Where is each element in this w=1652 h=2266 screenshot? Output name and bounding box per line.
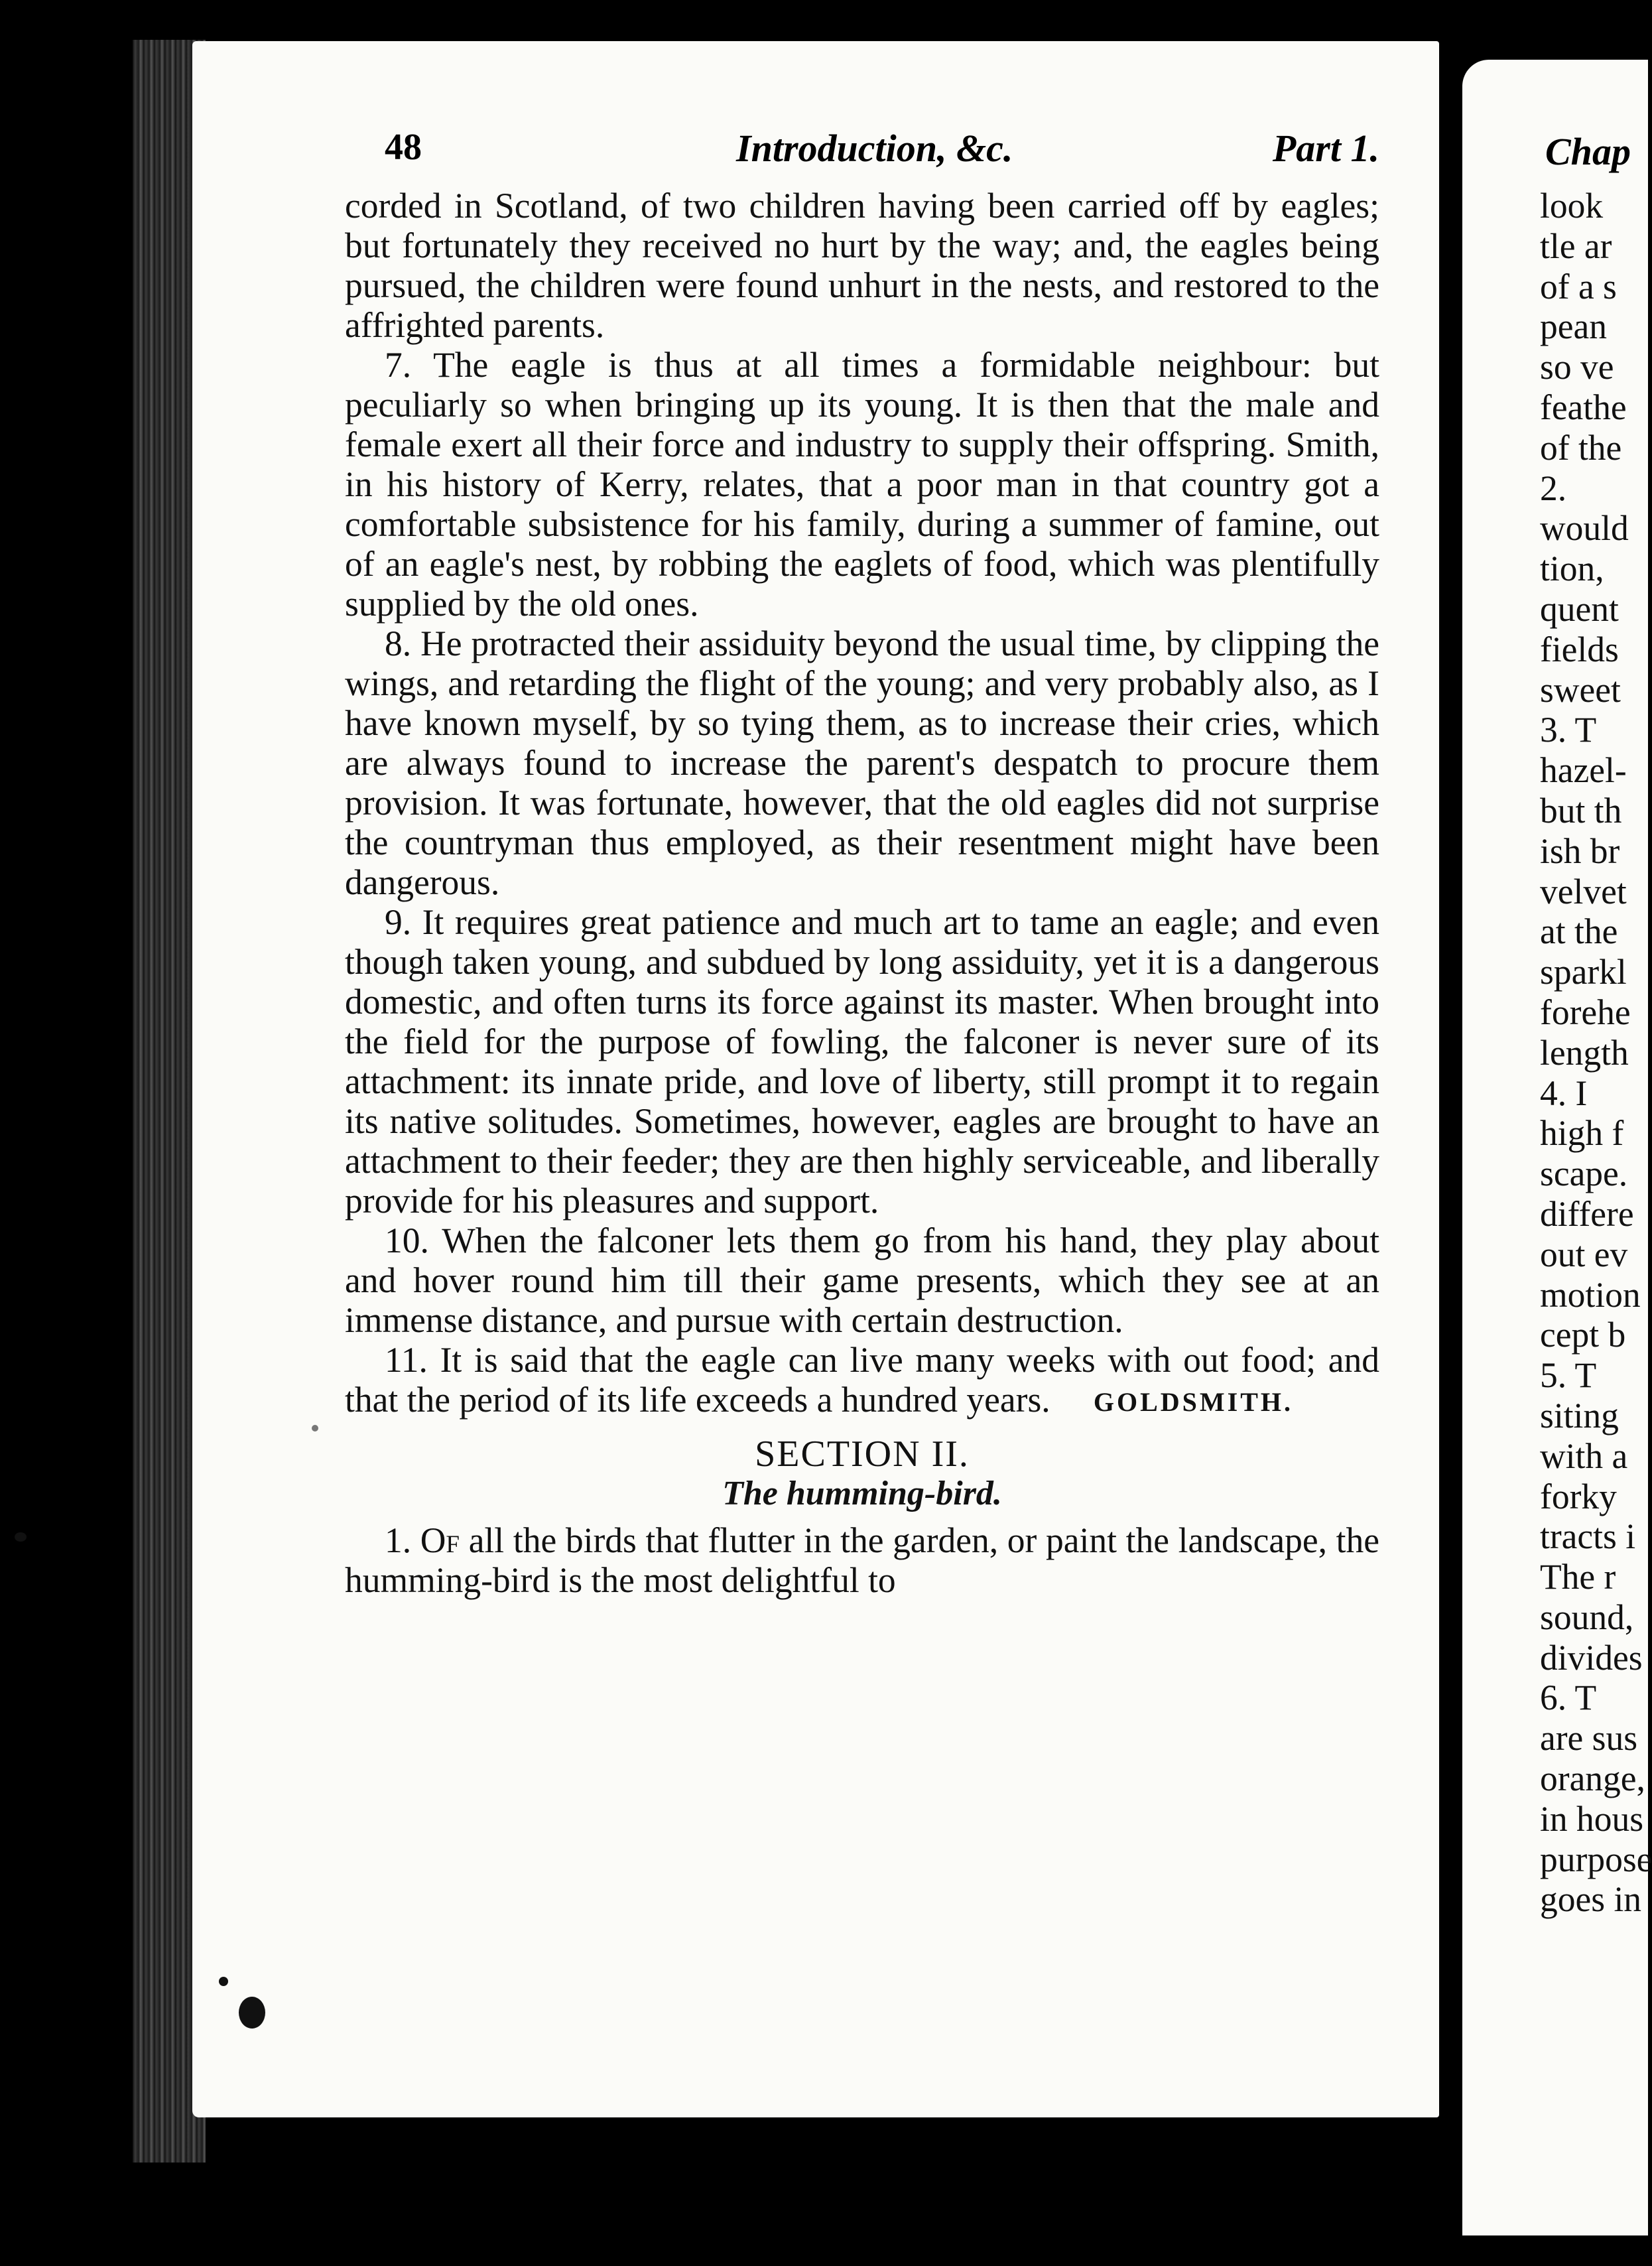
- right-page-line: orange,: [1540, 1759, 1645, 1799]
- paragraph-10: 10. When the falconer lets them go from his hand, they play about and hover round him till their game presents, which they see at an immense distance, and pursue with certain destruction.: [345, 1221, 1379, 1340]
- author-signature: GOLDSMITH.: [1093, 1387, 1293, 1417]
- ink-speck: [312, 1425, 318, 1432]
- right-page-line: divides: [1540, 1637, 1643, 1678]
- section-title: The humming-bird.: [722, 1475, 1002, 1512]
- right-page-line: 2.: [1540, 468, 1567, 508]
- right-page-line: purpose: [1540, 1839, 1652, 1879]
- paragraph-continued: corded in Scotland, of two children having been carried off by eagles; but fortunately they received no hurt by the way; and, the eagles being pursued, the children were found unhurt in the nests, and restored to the affrighted parents.: [345, 186, 1379, 345]
- right-page-line: sweet: [1540, 669, 1621, 710]
- right-page-text: [1540, 186, 1652, 1920]
- right-page-line: sound,: [1540, 1597, 1634, 1637]
- right-page-line: forehe: [1540, 992, 1631, 1032]
- right-page-line: sparkl: [1540, 952, 1627, 992]
- right-page-line: ish br: [1540, 831, 1620, 871]
- right-page-line: but th: [1540, 790, 1622, 831]
- right-page-line: with a: [1540, 1435, 1628, 1476]
- ink-speck: [219, 1977, 228, 1986]
- right-page-line: look: [1540, 186, 1604, 226]
- right-page-line: of the: [1540, 427, 1622, 468]
- right-page-line: are sus: [1540, 1718, 1638, 1759]
- right-page-line: feathe: [1540, 387, 1627, 427]
- right-page-line: tracts i: [1540, 1516, 1636, 1557]
- right-page-line: siting: [1540, 1395, 1619, 1435]
- paragraph-1-lead: 1. Of: [385, 1520, 460, 1560]
- right-page-line: tion,: [1540, 549, 1604, 589]
- right-page-line: velvet: [1540, 871, 1627, 911]
- paragraph-9: 9. It requires great patience and much art to tame an eagle; and even though taken young, and subdued by long assiduity, yet it is a dangerous domestic, and often turns its force against its master. When brought into the field for the purpose of fowling, the falconer is never sure of its attachment: its innate pride, and love of liberty, still prompt it to regain its native solitudes. Sometimes, however, eagles are brought to have an attachment to their feeder; they are then highly serviceable, and liberally provide for his pleasures and support.: [345, 902, 1379, 1221]
- running-title: Introduction, &c.: [736, 127, 1013, 170]
- right-page-line: pean: [1540, 306, 1607, 347]
- right-page-line: forky: [1540, 1476, 1617, 1516]
- right-page-line: out ev: [1540, 1234, 1628, 1274]
- right-page-line: goes in: [1540, 1879, 1642, 1920]
- page-body: [345, 186, 1379, 1600]
- paragraph-1: [345, 1520, 1379, 1600]
- right-page-line: motion: [1540, 1274, 1641, 1315]
- right-page-line: The r: [1540, 1557, 1616, 1597]
- ink-speck: [15, 1532, 27, 1542]
- right-page-line: so ve: [1540, 347, 1614, 387]
- right-page-line: scape.: [1540, 1154, 1628, 1194]
- right-page-line: high f: [1540, 1113, 1624, 1154]
- right-page-line: 3. T: [1540, 710, 1597, 750]
- paragraph-8: 8. He protracted their assiduity beyond the usual time, by clipping the wings, and retarding the flight of the young; and very probably also, as I have known myself, by so tying them, as to increase their cries, which are always found to increase the parent's despatch to procure them provision. It was fortunate, however, that the old eagles did not surprise the countryman thus employed, as their resentment might have been dangerous.: [345, 624, 1379, 902]
- section-heading: SECTION II.: [755, 1433, 970, 1475]
- right-page-header: Chap: [1545, 130, 1631, 173]
- right-page-line: 5. T: [1540, 1355, 1597, 1396]
- right-page-line: at the: [1540, 911, 1618, 952]
- right-page-line: fields: [1540, 629, 1619, 669]
- paragraph-11: 11. It is said that the eagle can live many weeks with out food; and that the period of its life exceeds a hundred years.: [345, 1340, 1379, 1420]
- right-page-line: tle ar: [1540, 226, 1612, 266]
- page-number: 48: [385, 127, 422, 168]
- right-page-line: would: [1540, 508, 1629, 549]
- right-page-line: quent: [1540, 588, 1619, 629]
- ink-speck: [239, 1997, 265, 2029]
- right-page-line: hazel-: [1540, 750, 1627, 791]
- paragraph-7: 7. The eagle is thus at all times a formidable neighbour: but peculiarly so when bringing up its young. It is then that the male and female exert all their force and industry to supply their offspring. Smith, in his history of Kerry, relates, that a poor man in that country got a comfortable subsistence for his family, during a summer of famine, out of an eagle's nest, by robbing the eaglets of food, which was plentifully supplied by the old ones.: [345, 345, 1379, 624]
- right-page-line: cept b: [1540, 1315, 1626, 1355]
- right-page-line: 4. I: [1540, 1073, 1588, 1113]
- part-label: Part 1.: [1272, 127, 1379, 170]
- right-page-line: in hous: [1540, 1798, 1644, 1839]
- paragraph-1-text: all the birds that flutter in the garden, or paint the landscape, the humming-bird is the most delightful to: [345, 1520, 1379, 1600]
- right-page-line: differe: [1540, 1193, 1634, 1234]
- right-page-line: 6. T: [1540, 1678, 1597, 1718]
- right-page-line: length: [1540, 1032, 1629, 1073]
- right-page-line: of a s: [1540, 266, 1617, 306]
- page-header: [385, 126, 1379, 186]
